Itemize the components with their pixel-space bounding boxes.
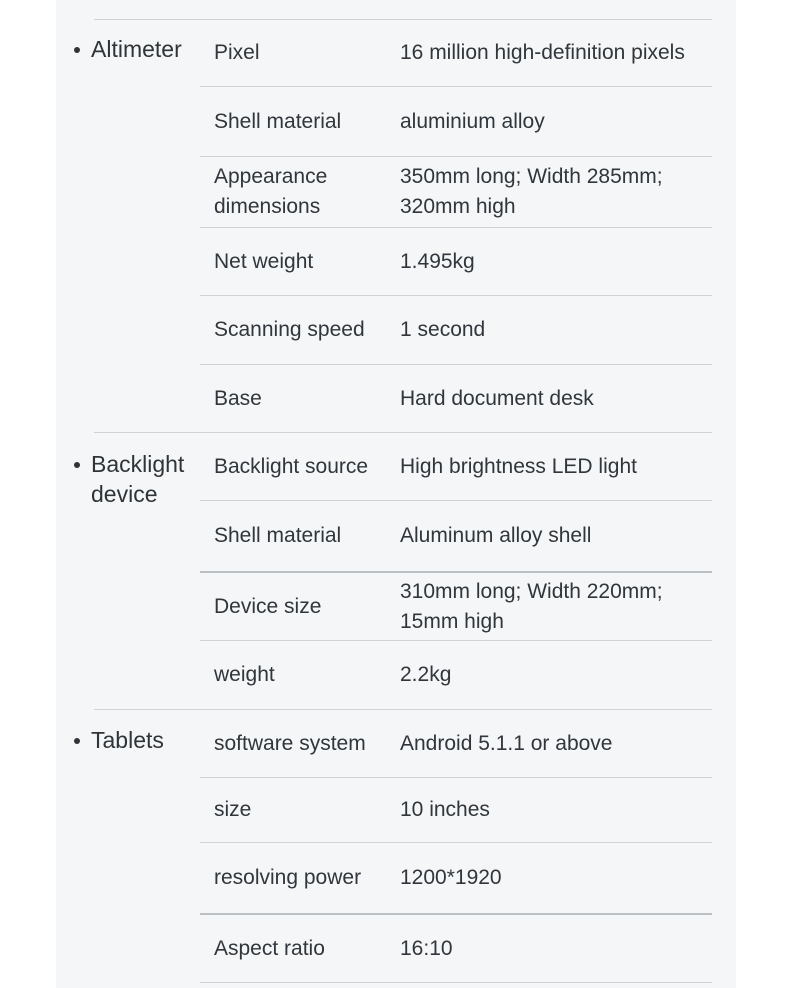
- spec-value: 16:10: [400, 936, 453, 960]
- spec-label: Aspect ratio: [214, 936, 325, 960]
- spec-label: Net weight: [214, 249, 314, 273]
- spec-label: Device size: [214, 594, 322, 618]
- spec-label: resolving power: [214, 866, 362, 889]
- spec-value: Aluminum alloy shell: [400, 524, 592, 547]
- row-divider: [200, 982, 712, 983]
- section-title: Backlight device: [91, 451, 185, 507]
- spec-value: 350mm long; Width 285mm; 320mm high: [400, 165, 663, 218]
- bullet-icon: [74, 462, 80, 468]
- spec-value: High brightness LED light: [400, 454, 637, 478]
- spec-label: Appearance dimensions: [214, 165, 328, 218]
- spec-value: Android 5.1.1 or above: [400, 731, 613, 755]
- spec-value: 16 million high-definition pixels: [400, 41, 685, 64]
- section-title: Tablets: [91, 727, 164, 753]
- spec-label: software system: [214, 731, 366, 755]
- spec-label: Shell material: [214, 109, 342, 133]
- bullet-icon: [74, 738, 80, 744]
- spec-value: 2.2kg: [400, 663, 452, 686]
- spec-value: 1 second: [400, 318, 486, 341]
- spec-label: weight: [214, 663, 275, 686]
- spec-value: 310mm long; Width 220mm; 15mm high: [400, 579, 663, 633]
- spec-label: Base: [214, 386, 262, 410]
- spec-value: aluminium alloy: [400, 109, 545, 133]
- spec-label: Shell material: [214, 524, 342, 547]
- spec-value: Hard document desk: [400, 386, 594, 410]
- spec-value: 1.495kg: [400, 249, 475, 273]
- spec-value: 1200*1920: [400, 866, 502, 889]
- spec-label: size: [214, 798, 252, 821]
- bullet-icon: [74, 47, 80, 53]
- spec-label: Backlight source: [214, 454, 369, 478]
- section-title: Altimeter: [91, 36, 182, 62]
- spec-label: Scanning speed: [214, 318, 365, 341]
- spec-label: Pixel: [214, 41, 260, 64]
- spec-value: 10 inches: [400, 798, 490, 821]
